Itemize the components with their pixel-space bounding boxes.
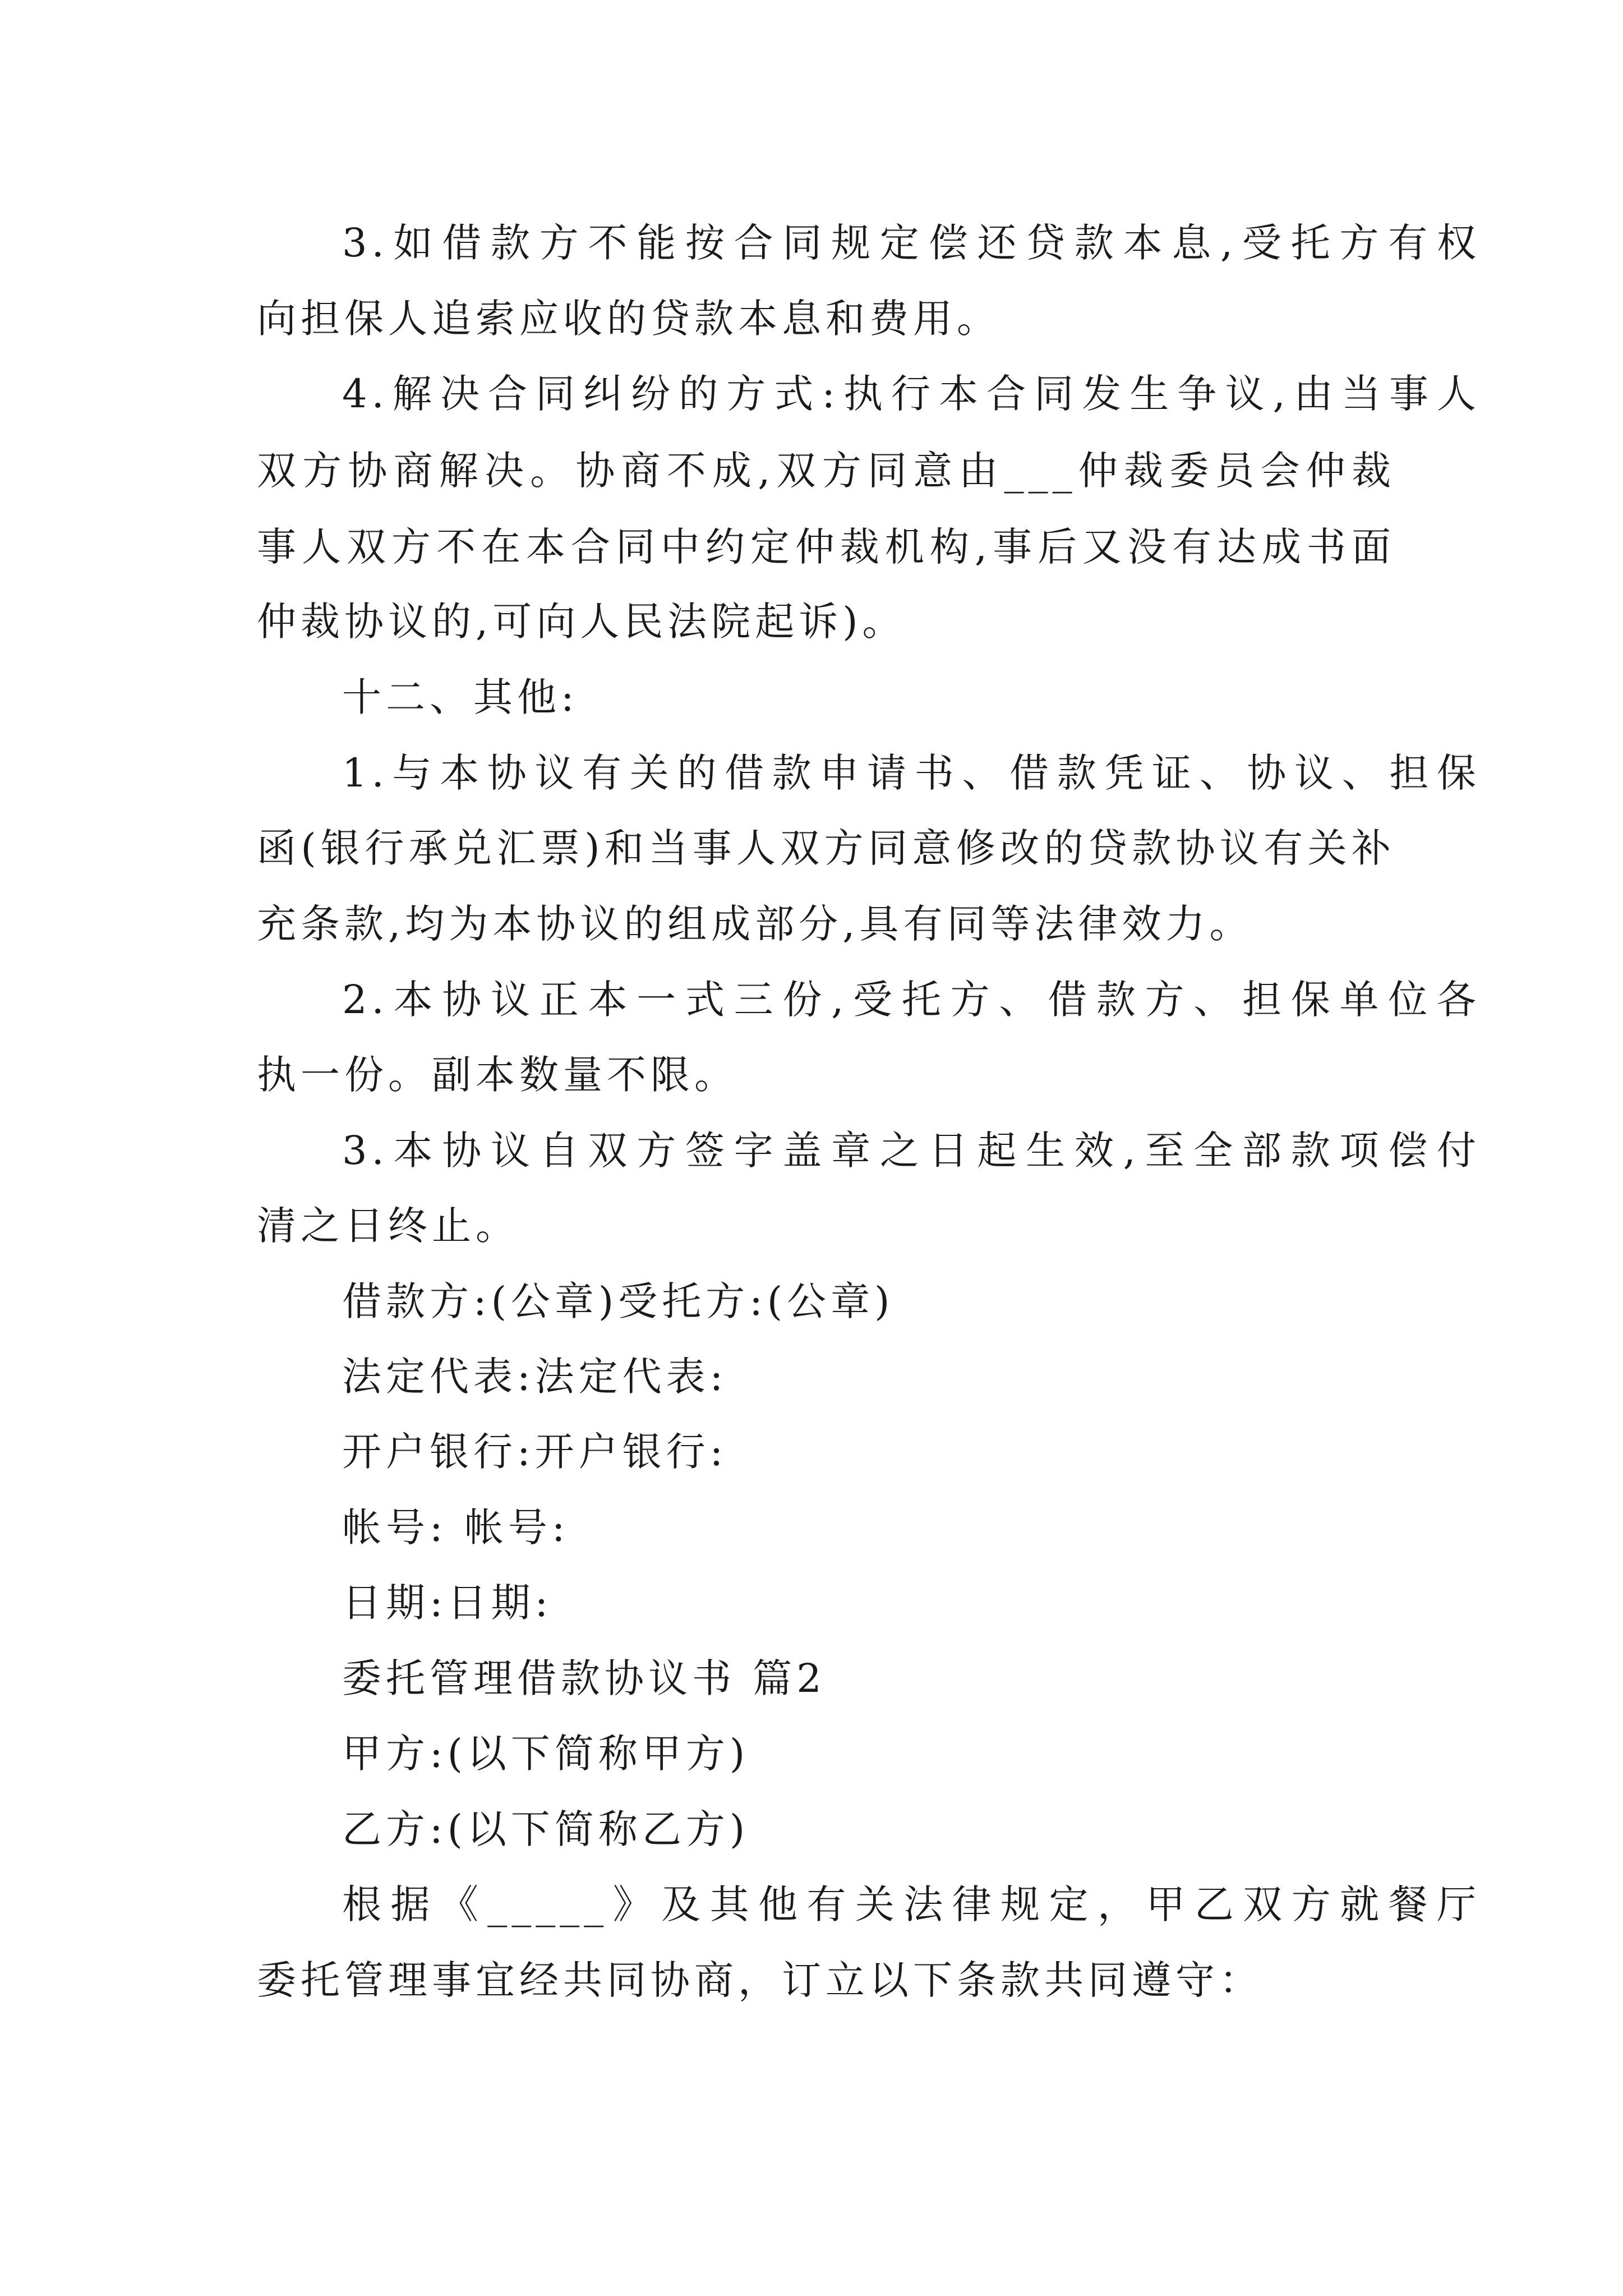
clause-3-line-1: 3.如借款方不能按合同规定偿还贷款本息,受托方有权 xyxy=(342,220,1481,266)
party-a-line: 甲方:(以下简称甲方) xyxy=(342,1731,750,1777)
section-12-item-3-line-1: 3.本协议自双方签字盖章之日起生效,至全部款项偿付 xyxy=(342,1128,1481,1174)
clause-4-line-4: 仲裁协议的,可向人民法院起诉)。 xyxy=(257,599,906,645)
date-line: 日期:日期: xyxy=(342,1580,553,1626)
account-line: 帐号: 帐号: xyxy=(342,1504,570,1550)
signature-seal-line: 借款方:(公章)受托方:(公章) xyxy=(342,1278,895,1324)
preamble-line-1: 根据《_____》及其他有关法律规定，甲乙双方就餐厅 xyxy=(342,1881,1481,1927)
section-title: 委托管理借款协议书 篇2 xyxy=(342,1655,826,1701)
legal-representative-line: 法定代表:法定代表: xyxy=(342,1354,728,1400)
section-12-item-1-line-2: 函(银行承兑汇票)和当事人双方同意修改的贷款协议有关补 xyxy=(257,825,1395,871)
clause-4-line-1: 4.解决合同纠纷的方式:执行本合同发生争议,由当事人 xyxy=(342,371,1481,417)
preamble-line-2: 委托管理事宜经共同协商，订立以下条款共同遵守： xyxy=(257,1957,1263,2003)
clause-4-line-2: 双方协商解决。协商不成,双方同意由___仲裁委员会仲裁 xyxy=(257,448,1395,494)
section-12-item-3-line-2: 清之日终止。 xyxy=(257,1203,519,1249)
party-b-line: 乙方:(以下简称乙方) xyxy=(342,1806,750,1852)
section-12-item-2-line-1: 2.本协议正本一式三份,受托方、借款方、担保单位各 xyxy=(342,977,1481,1023)
section-12-item-1-line-1: 1.与本协议有关的借款申请书、借款凭证、协议、担保 xyxy=(342,750,1481,796)
clause-4-line-3: 事人双方不在本合同中约定仲裁机构,事后又没有达成书面 xyxy=(257,524,1395,570)
bank-line: 开户银行:开户银行: xyxy=(342,1429,728,1475)
clause-3-line-2: 向担保人追索应收的贷款本息和费用。 xyxy=(257,296,1000,342)
section-12-heading: 十二、其他: xyxy=(342,674,579,720)
section-12-item-1-line-3: 充条款,均为本协议的组成部分,具有同等法律效力。 xyxy=(257,901,1253,947)
section-12-item-2-line-2: 执一份。副本数量不限。 xyxy=(257,1052,738,1098)
